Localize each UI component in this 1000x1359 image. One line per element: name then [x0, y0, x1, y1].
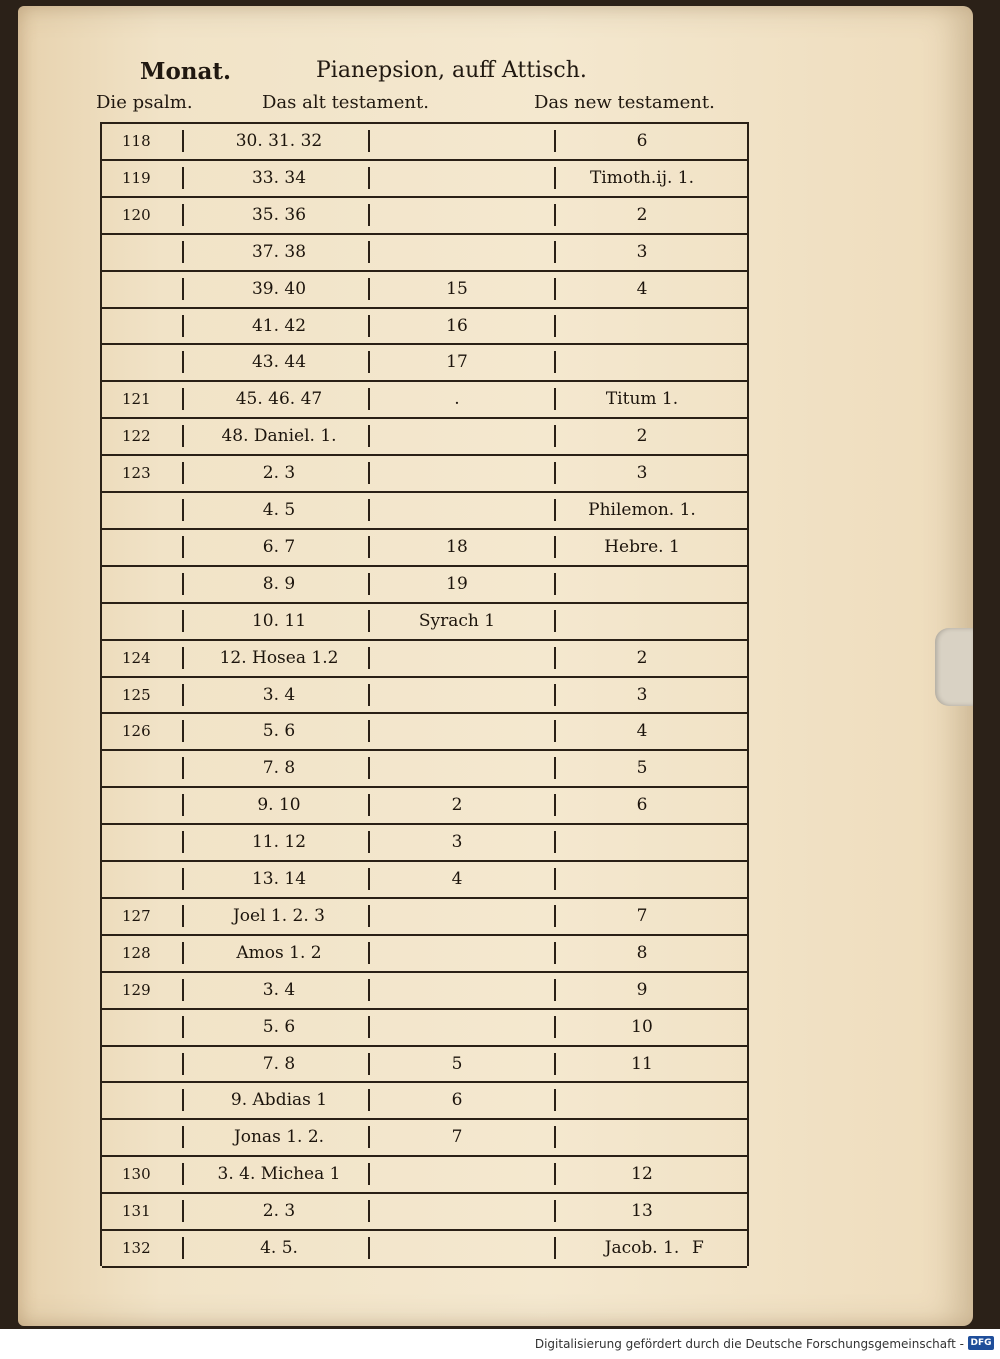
- psalm-cell: [122, 1120, 180, 1155]
- column-rule: [554, 573, 556, 595]
- table-row: [102, 307, 747, 344]
- col-header-psalms: Die psalm.: [96, 92, 193, 113]
- table-row: [102, 343, 747, 380]
- old-testament-cell: 5. 6: [262, 721, 296, 742]
- apocrypha-cell: [377, 1231, 537, 1266]
- new-testament-cell: 6: [636, 795, 648, 816]
- apocrypha-cell: 15: [446, 278, 468, 299]
- column-rule: [554, 1016, 556, 1038]
- new-testament-cell: 10: [631, 1016, 653, 1037]
- new-testament-cell: 3: [636, 241, 648, 262]
- new-testament-cell: 3: [636, 463, 648, 484]
- new-testament-cell: [558, 309, 726, 344]
- column-rule: [368, 868, 370, 890]
- new-testament-cell: Hebre. 1: [604, 536, 680, 557]
- apocrypha-cell: 16: [446, 315, 468, 336]
- column-rule: [182, 1200, 184, 1222]
- column-rule: [554, 425, 556, 447]
- column-rule: [368, 315, 370, 337]
- column-rule: [368, 610, 370, 632]
- column-rule: [554, 388, 556, 410]
- psalm-cell: [122, 493, 180, 528]
- column-rule: [554, 757, 556, 779]
- column-rule: [182, 979, 184, 1001]
- column-rule: [554, 130, 556, 152]
- new-testament-cell: 4: [636, 278, 648, 299]
- new-testament-cell: 2: [636, 426, 648, 447]
- table-row: [102, 1045, 747, 1082]
- old-testament-cell: 12. Hosea 1.2: [219, 647, 339, 668]
- psalm-cell: [122, 530, 180, 565]
- table-row: [102, 159, 747, 196]
- column-rule: [554, 610, 556, 632]
- column-rule: [554, 979, 556, 1001]
- new-testament-cell: 7: [636, 905, 648, 926]
- apocrypha-cell: 2: [451, 795, 463, 816]
- column-rule: [182, 167, 184, 189]
- table-row: [102, 1081, 747, 1118]
- column-rule: [368, 130, 370, 152]
- psalm-cell: [122, 1010, 180, 1045]
- column-rule: [182, 425, 184, 447]
- new-testament-cell: [558, 862, 726, 897]
- psalm-cell: [122, 567, 180, 602]
- old-testament-cell: 4. 5.: [260, 1238, 298, 1258]
- footer-credit: Digitalisierung gefördert durch die Deutsche Forschungsgemeinschaft -: [534, 1337, 964, 1351]
- table-row: [102, 602, 747, 639]
- psalm-cell: 119: [122, 168, 151, 187]
- column-rule: [368, 167, 370, 189]
- table-row: [102, 676, 747, 713]
- column-rule: [182, 241, 184, 263]
- table-row: [102, 380, 747, 417]
- column-rule: [554, 684, 556, 706]
- table-row: [102, 528, 747, 565]
- column-rule: [368, 1200, 370, 1222]
- old-testament-cell: 2. 3: [262, 463, 296, 484]
- column-rule: [368, 278, 370, 300]
- old-testament-cell: 3. 4: [262, 979, 296, 1000]
- psalm-cell: [122, 862, 180, 897]
- column-rule: [182, 942, 184, 964]
- old-testament-cell: 39. 40: [251, 278, 307, 299]
- old-testament-cell: 7. 8: [262, 1053, 296, 1074]
- table-row: [102, 1229, 747, 1266]
- apocrypha-cell: Syrach 1: [418, 610, 496, 631]
- table-row: [102, 786, 747, 823]
- psalm-cell: 124: [122, 648, 151, 667]
- column-headers: [96, 92, 756, 118]
- month-label: Monat.: [140, 58, 232, 85]
- table-row: [102, 971, 747, 1008]
- old-testament-cell: 3. 4. Michea 1: [217, 1164, 341, 1185]
- old-testament-cell: 4. 5: [262, 500, 296, 520]
- column-rule: [182, 315, 184, 337]
- old-testament-cell: 6. 7: [262, 536, 296, 557]
- table-bottom-rule: [102, 1266, 747, 1268]
- apocrypha-cell: 5: [451, 1053, 463, 1074]
- apocrypha-cell: [377, 456, 537, 491]
- old-testament-cell: 35. 36: [251, 204, 307, 225]
- new-testament-cell: 13: [631, 1201, 653, 1222]
- psalm-cell: [122, 1047, 180, 1082]
- column-rule: [182, 1163, 184, 1185]
- old-testament-cell: 13. 14: [251, 869, 307, 889]
- column-rule: [182, 573, 184, 595]
- column-rule: [368, 462, 370, 484]
- column-rule: [368, 351, 370, 373]
- apocrypha-cell: [377, 1194, 537, 1229]
- column-rule: [368, 388, 370, 410]
- column-rule: [554, 204, 556, 226]
- psalm-cell: 125: [122, 685, 151, 704]
- apocrypha-cell: [377, 198, 537, 233]
- old-testament-cell: 41. 42: [251, 315, 307, 336]
- column-rule: [182, 868, 184, 890]
- apocrypha-cell: 17: [446, 352, 468, 373]
- column-rule: [368, 1016, 370, 1038]
- old-testament-cell: 7. 8: [262, 758, 296, 779]
- column-rule: [368, 831, 370, 853]
- psalm-cell: [122, 235, 180, 270]
- column-rule: [554, 1163, 556, 1185]
- table-row: [102, 454, 747, 491]
- apocrypha-cell: .: [454, 389, 460, 410]
- page-heading: [140, 58, 700, 92]
- table-row: [102, 712, 747, 749]
- old-testament-cell: Amos 1. 2: [236, 942, 322, 963]
- apocrypha-cell: [377, 641, 537, 676]
- new-testament-cell: 3: [636, 684, 648, 705]
- column-rule: [554, 351, 556, 373]
- new-testament-cell: 8: [636, 942, 648, 963]
- column-rule: [554, 1237, 556, 1259]
- column-rule: [182, 278, 184, 300]
- column-rule: [554, 905, 556, 927]
- psalm-cell: 121: [122, 390, 151, 409]
- psalm-cell: 122: [122, 427, 151, 446]
- apocrypha-cell: 6: [451, 1090, 463, 1111]
- column-rule: [182, 1237, 184, 1259]
- apocrypha-cell: [377, 1157, 537, 1192]
- new-testament-cell: [558, 1120, 726, 1155]
- old-testament-cell: 37. 38: [251, 241, 307, 262]
- column-rule: [368, 757, 370, 779]
- table-row: [102, 860, 747, 897]
- column-rule: [554, 1089, 556, 1111]
- new-testament-cell: [558, 825, 726, 860]
- column-rule: [554, 794, 556, 816]
- new-testament-cell: Timoth.ij. 1.: [589, 167, 695, 188]
- new-testament-cell: 6: [636, 131, 648, 151]
- apocrypha-cell: [377, 235, 537, 270]
- psalm-cell: 128: [122, 943, 151, 962]
- column-rule: [182, 610, 184, 632]
- column-rule: [182, 831, 184, 853]
- column-rule: [182, 388, 184, 410]
- psalm-cell: [122, 272, 180, 307]
- psalm-cell: [122, 1083, 180, 1118]
- new-testament-cell: 9: [636, 979, 648, 1000]
- psalm-cell: 120: [122, 205, 151, 224]
- apocrypha-cell: 7: [451, 1127, 463, 1148]
- column-rule: [368, 573, 370, 595]
- psalm-cell: [122, 604, 180, 639]
- dfg-logo: DFG: [968, 1336, 994, 1350]
- column-rule: [182, 905, 184, 927]
- column-rule: [368, 684, 370, 706]
- month-title: Pianepsion, auff Attisch.: [316, 58, 587, 83]
- column-rule: [554, 942, 556, 964]
- psalm-cell: [122, 345, 180, 380]
- column-rule: [182, 1089, 184, 1111]
- column-rule: [182, 757, 184, 779]
- new-testament-cell: [558, 567, 726, 602]
- column-rule: [182, 720, 184, 742]
- column-rule: [182, 499, 184, 521]
- new-testament-cell: Titum 1.: [605, 389, 679, 410]
- psalm-cell: 130: [122, 1165, 151, 1184]
- column-rule: [554, 647, 556, 669]
- psalm-cell: [122, 309, 180, 344]
- table-row: [102, 639, 747, 676]
- column-rule: [368, 536, 370, 558]
- new-testament-cell: [558, 1083, 726, 1118]
- old-testament-cell: Jonas 1. 2.: [233, 1127, 325, 1148]
- column-rule: [368, 1089, 370, 1111]
- table-row: [102, 1118, 747, 1155]
- column-rule: [554, 241, 556, 263]
- table-row: [102, 270, 747, 307]
- psalm-cell: [122, 825, 180, 860]
- old-testament-cell: 10. 11: [251, 610, 307, 631]
- old-testament-cell: 8. 9: [262, 573, 296, 594]
- column-rule: [554, 499, 556, 521]
- column-rule: [182, 1053, 184, 1075]
- table-row: [102, 1155, 747, 1192]
- new-testament-cell: [558, 604, 726, 639]
- column-rule: [182, 794, 184, 816]
- new-testament-cell: 12: [631, 1164, 653, 1185]
- column-rule: [368, 204, 370, 226]
- new-testament-cell: Philemon. 1.: [588, 500, 696, 520]
- column-rule: [182, 684, 184, 706]
- old-testament-cell: Joel 1. 2. 3: [232, 905, 325, 926]
- apocrypha-cell: [377, 1010, 537, 1045]
- old-testament-cell: 30. 31. 32: [235, 131, 323, 151]
- column-rule: [368, 905, 370, 927]
- column-rule: [182, 647, 184, 669]
- column-rule: [182, 351, 184, 373]
- column-rule: [554, 720, 556, 742]
- psalm-cell: [122, 788, 180, 823]
- column-rule: [554, 167, 556, 189]
- psalm-cell: 126: [122, 722, 151, 741]
- column-rule: [554, 1200, 556, 1222]
- column-rule: [182, 462, 184, 484]
- psalm-cell: 123: [122, 464, 151, 483]
- column-rule: [554, 831, 556, 853]
- column-rule: [554, 1126, 556, 1148]
- table-row: [102, 233, 747, 270]
- col-header-new-testament: Das new testament.: [534, 92, 715, 113]
- old-testament-cell: 11. 12: [251, 832, 307, 853]
- column-rule: [368, 241, 370, 263]
- column-rule: [182, 130, 184, 152]
- old-testament-cell: 45. 46. 47: [235, 389, 323, 410]
- column-rule: [368, 425, 370, 447]
- table-row: [102, 934, 747, 971]
- signature-mark: F: [692, 1238, 704, 1258]
- psalm-cell: 118: [122, 132, 151, 150]
- page-tab: [935, 628, 973, 706]
- old-testament-cell: 43. 44: [251, 352, 307, 373]
- reading-table: [100, 122, 749, 1266]
- column-rule: [368, 1237, 370, 1259]
- apocrypha-cell: [377, 936, 537, 971]
- apocrypha-cell: [377, 899, 537, 934]
- footer-bar: [0, 1329, 1000, 1359]
- table-row: [102, 823, 747, 860]
- table-row: [102, 897, 747, 934]
- apocrypha-cell: [377, 493, 537, 528]
- table-row: [102, 749, 747, 786]
- apocrypha-cell: [377, 973, 537, 1008]
- apocrypha-cell: [377, 714, 537, 749]
- old-testament-cell: 5. 6: [262, 1016, 296, 1037]
- new-testament-cell: 5: [636, 758, 648, 779]
- old-testament-cell: 2. 3: [262, 1201, 296, 1222]
- apocrypha-cell: 3: [451, 832, 463, 853]
- new-testament-cell: 2: [636, 204, 648, 225]
- column-rule: [368, 794, 370, 816]
- column-rule: [554, 462, 556, 484]
- table-row: [102, 565, 747, 602]
- column-rule: [182, 1016, 184, 1038]
- apocrypha-cell: [377, 124, 537, 159]
- table-row: [102, 196, 747, 233]
- psalm-cell: 127: [122, 906, 151, 925]
- column-rule: [368, 1053, 370, 1075]
- apocrypha-cell: 4: [451, 869, 463, 889]
- column-rule: [368, 979, 370, 1001]
- apocrypha-cell: 19: [446, 573, 468, 594]
- column-rule: [368, 1126, 370, 1148]
- new-testament-cell: 4: [636, 721, 648, 742]
- col-header-old-testament: Das alt testament.: [262, 92, 429, 113]
- column-rule: [368, 1163, 370, 1185]
- table-row: [102, 1192, 747, 1229]
- column-rule: [554, 278, 556, 300]
- table-row: [102, 1008, 747, 1045]
- new-testament-cell: [558, 345, 726, 380]
- old-testament-cell: 3. 4: [262, 684, 296, 705]
- column-rule: [554, 1053, 556, 1075]
- new-testament-cell: Jacob. 1.: [604, 1238, 680, 1258]
- psalm-cell: 132: [122, 1239, 151, 1257]
- column-rule: [368, 942, 370, 964]
- old-testament-cell: 48. Daniel. 1.: [221, 426, 337, 447]
- table-row: [102, 491, 747, 528]
- psalm-cell: 131: [122, 1202, 151, 1221]
- column-rule: [554, 536, 556, 558]
- psalm-cell: 129: [122, 980, 151, 999]
- old-testament-cell: 33. 34: [251, 167, 307, 188]
- apocrypha-cell: [377, 678, 537, 713]
- column-rule: [554, 868, 556, 890]
- new-testament-cell: 11: [631, 1053, 653, 1074]
- column-rule: [554, 315, 556, 337]
- column-rule: [368, 720, 370, 742]
- psalm-cell: [122, 751, 180, 786]
- column-rule: [368, 647, 370, 669]
- new-testament-cell: 2: [636, 647, 648, 668]
- apocrypha-cell: [377, 751, 537, 786]
- table-row: [102, 122, 747, 159]
- table-row: [102, 417, 747, 454]
- column-rule: [182, 1126, 184, 1148]
- old-testament-cell: 9. 10: [257, 795, 301, 816]
- apocrypha-cell: [377, 419, 537, 454]
- old-testament-cell: 9. Abdias 1: [230, 1090, 328, 1111]
- column-rule: [182, 536, 184, 558]
- apocrypha-cell: [377, 161, 537, 196]
- column-rule: [182, 204, 184, 226]
- apocrypha-cell: 18: [446, 536, 468, 557]
- column-rule: [368, 499, 370, 521]
